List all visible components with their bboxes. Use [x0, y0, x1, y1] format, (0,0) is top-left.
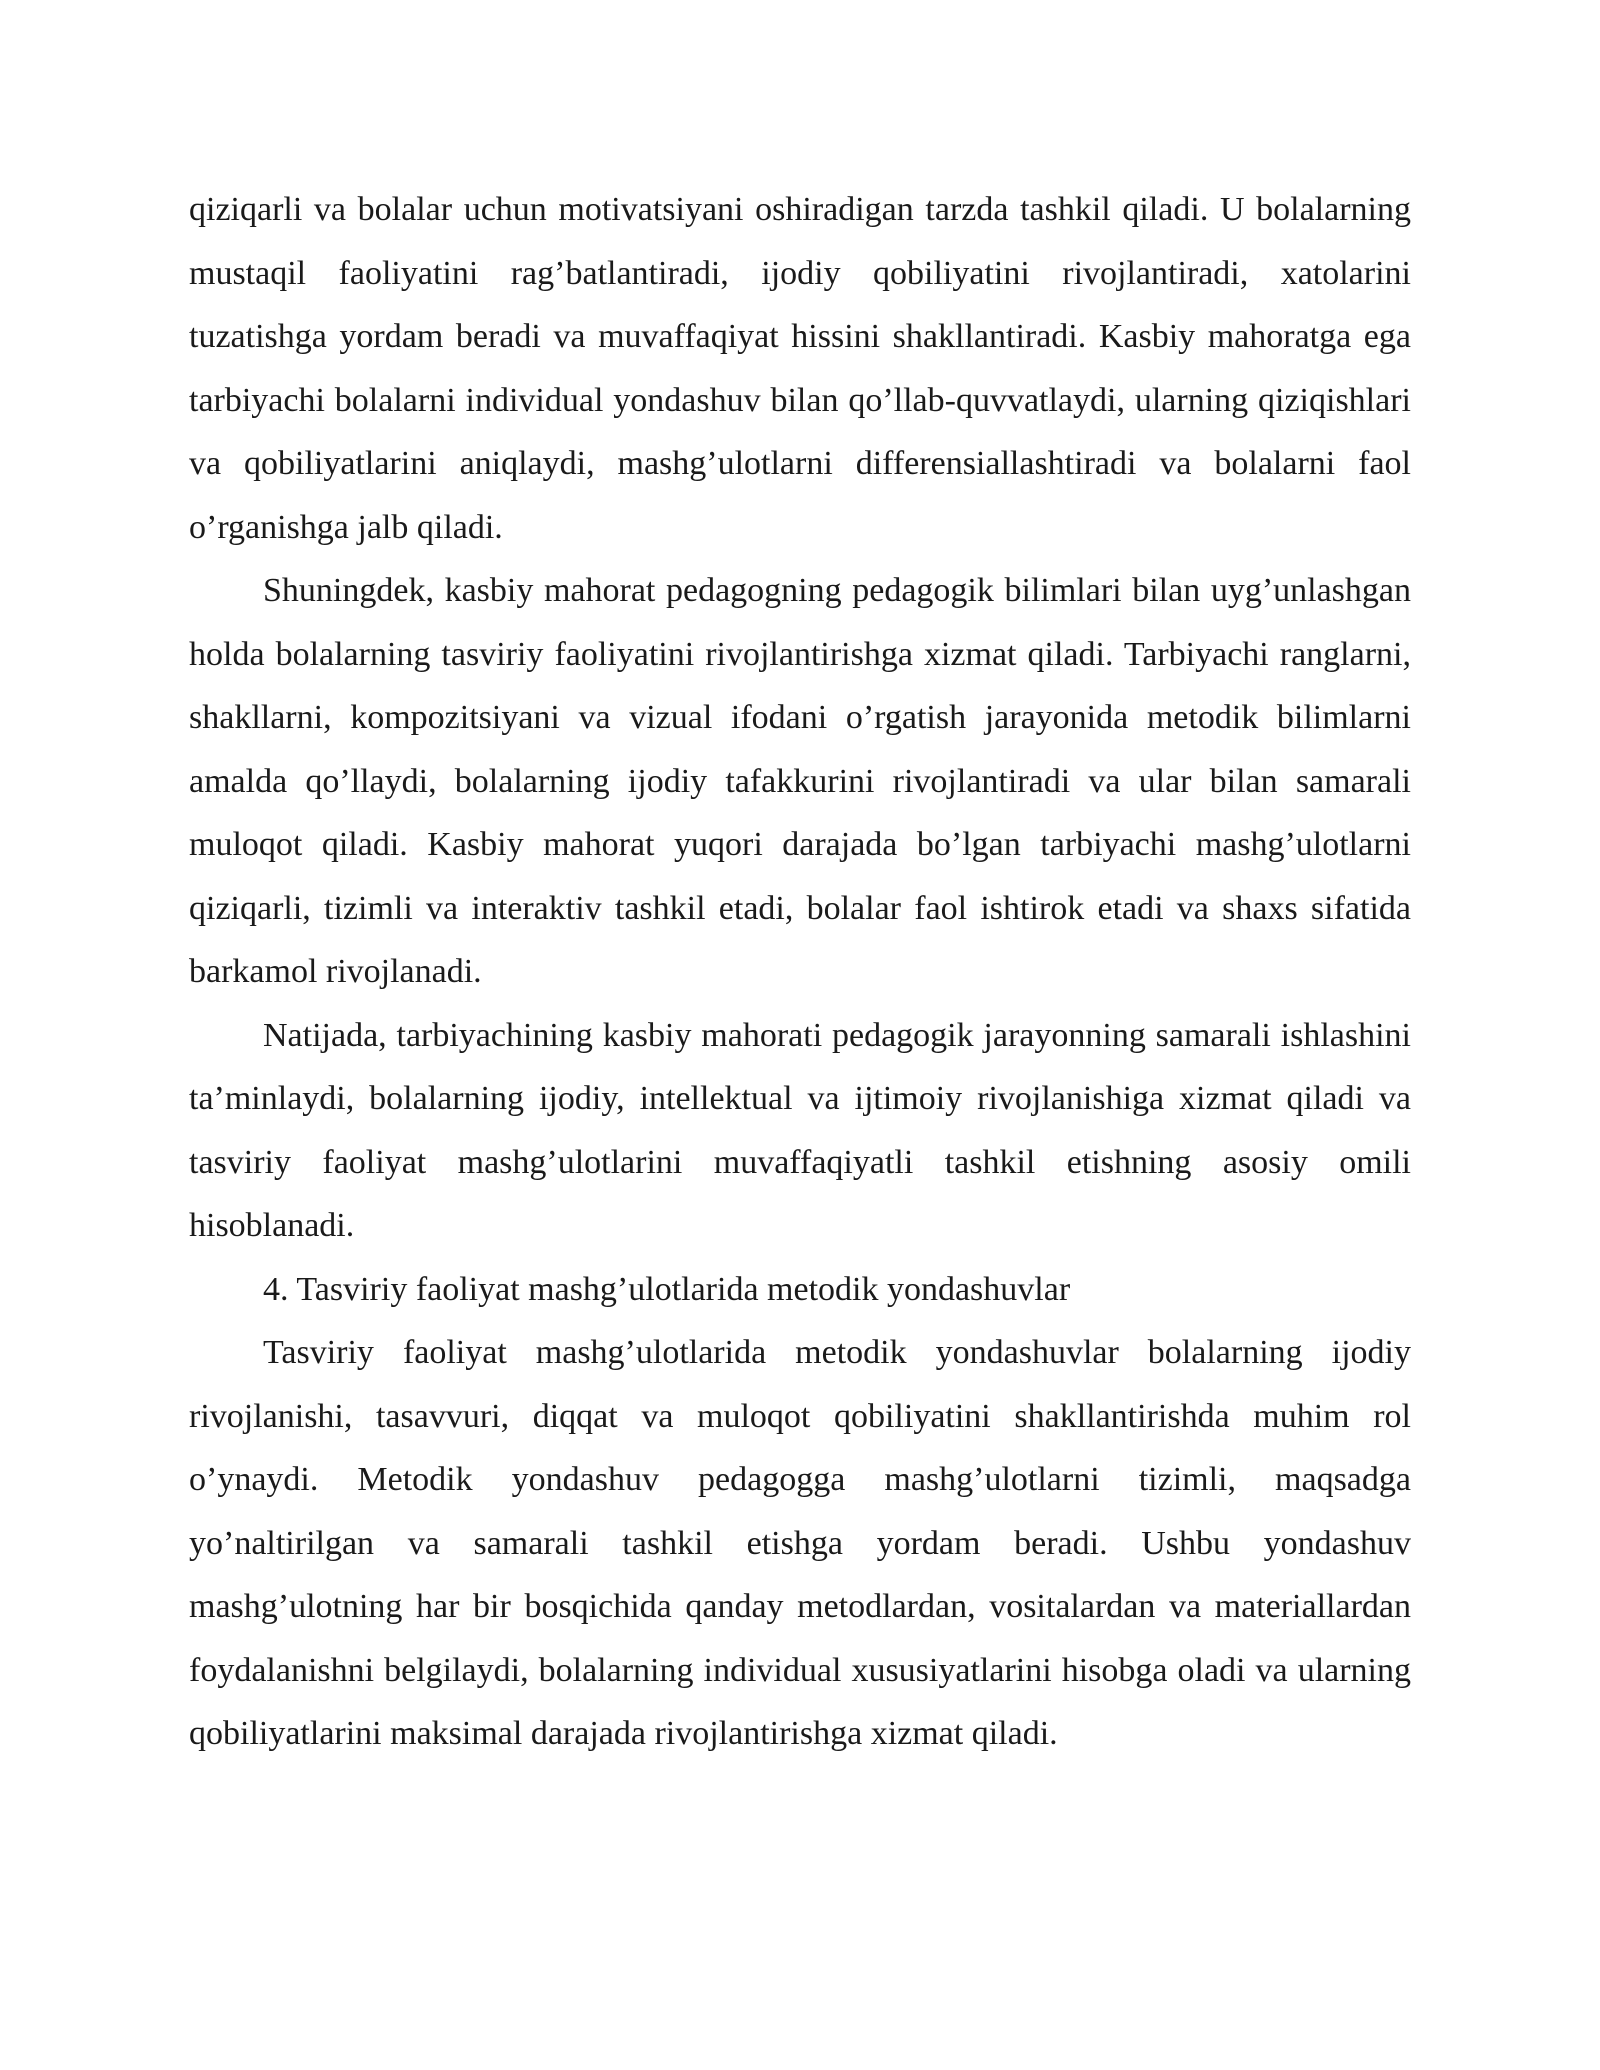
document-body [189, 178, 1411, 1766]
paragraph-professional-skill: Shuningdek, kasbiy mahorat pedagogning pedagogik bilimlari bilan uyg’unlashgan holda bolalarning tasviriy faoliyatini rivojlantirishga xizmat qiladi. Tarbiyachi ranglarni, shakllarni, kompozitsiyani va vizual ifodani o’rgatish jarayonida metodik bilimlarni amalda qo’llaydi, bolalarning ijodiy tafakkurini rivojlantiradi va ular bilan samarali muloqot qiladi. Kasbiy mahorat yuqori darajada bo’lgan tarbiyachi mashg’ulotlarni qiziqarli, tizimli va interaktiv tashkil etadi, bolalar faol ishtirok etadi va shaxs sifatida barkamol rivojlanadi. [189, 572, 1411, 990]
section-heading: 4. Tasviriy faoliyat mashg’ulotlarida metodik yondashuvlar [263, 1270, 1071, 1308]
paragraph-conclusion: Natijada, tarbiyachining kasbiy mahorati pedagogik jarayonning samarali ishlashini ta’minlaydi, bolalarning ijodiy, intellektual va ijtimoiy rivojlanishiga xizmat qiladi va tasviriy faoliyat mashg’ulotlarini muvaffaqiyatli tashkil etishning asosiy omili hisoblanadi. [189, 1016, 1411, 1244]
paragraph-methodical-approaches: Tasviriy faoliyat mashg’ulotlarida metodik yondashuvlar bolalarning ijodiy rivojlanishi, tasavvuri, diqqat va muloqot qobiliyatini shakllantirishda muhim rol o’ynaydi. Metodik yondashuv pedagogga mashg’ulotlarni tizimli, maqsadga yo’naltirilgan va samarali tashkil etishga yordam beradi. Ushbu yondashuv mashg’ulotning har bir bosqichida qanday metodlardan, vositalardan va materiallardan foydalanishni belgilaydi, bolalarning individual xususiyatlarini hisobga oladi va ularning qobiliyatlarini maksimal darajada rivojlantirishga xizmat qiladi. [189, 1334, 1411, 1752]
paragraph-continuation: qiziqarli va bolalar uchun motivatsiyani oshiradigan tarzda tashkil qiladi. U bolalarning mustaqil faoliyatini rag’batlantiradi, ijodiy qobiliyatini rivojlantiradi, xatolarini tuzatishga yordam beradi va muvaffaqiyat hissini shakllantiradi. Kasbiy mahoratga ega tarbiyachi bolalarni individual yondashuv bilan qo’llab-quvvatlaydi, ularning qiziqishlari va qobiliyatlarini aniqlaydi, mashg’ulotlarni differensiallashtiradi va bolalarni faol o’rganishga jalb qiladi. [189, 191, 1411, 546]
